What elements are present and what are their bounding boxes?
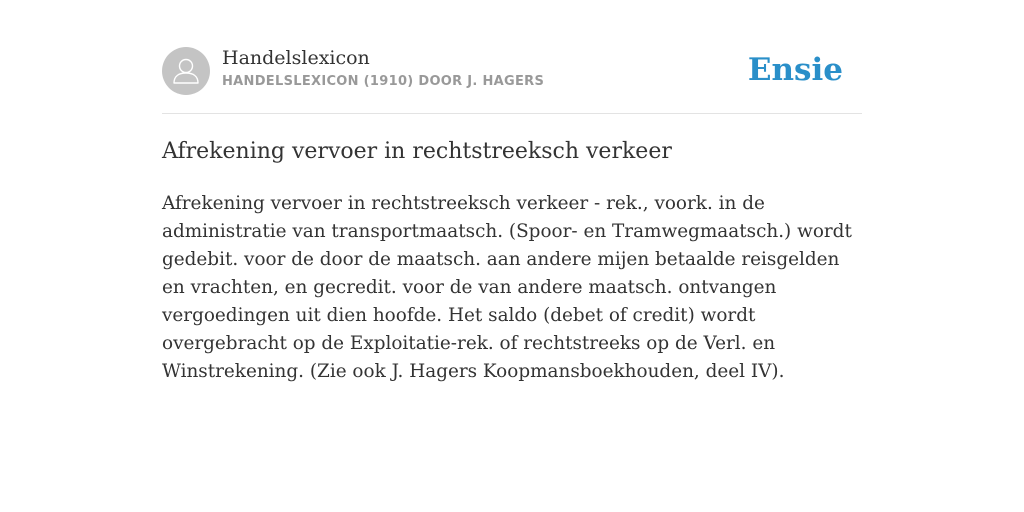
source-name[interactable]: Handelslexicon (222, 47, 370, 69)
source-subtitle: HANDELSLEXICON (1910) DOOR J. HAGERS (222, 74, 545, 89)
user-silhouette-icon[interactable] (162, 47, 210, 95)
source-header (162, 46, 862, 114)
ensie-logo[interactable]: Ensie (747, 52, 843, 88)
article-body: Afrekening vervoer in rechtstreeksch verkeer - rek., voork. in de administratie van transportmaatsch. (Spoor- en Tramwegmaatsch.) wordt gedebit. voor de door de maatsch. aan andere mijen betaalde reisgelden en vrachten, en gecredit. voor de van andere maatsch. ontvangen vergoedingen uit dien hoofde. Het saldo (debet of credit) wordt overgebracht op de Exploitatie-rek. of rechtstreeks op de Verl. en Winstrekening. (Zie ook J. Hagers Koopmansboekhouden, deel IV). (162, 193, 852, 382)
article-title: Afrekening vervoer in rechtstreeksch verkeer (162, 139, 672, 164)
